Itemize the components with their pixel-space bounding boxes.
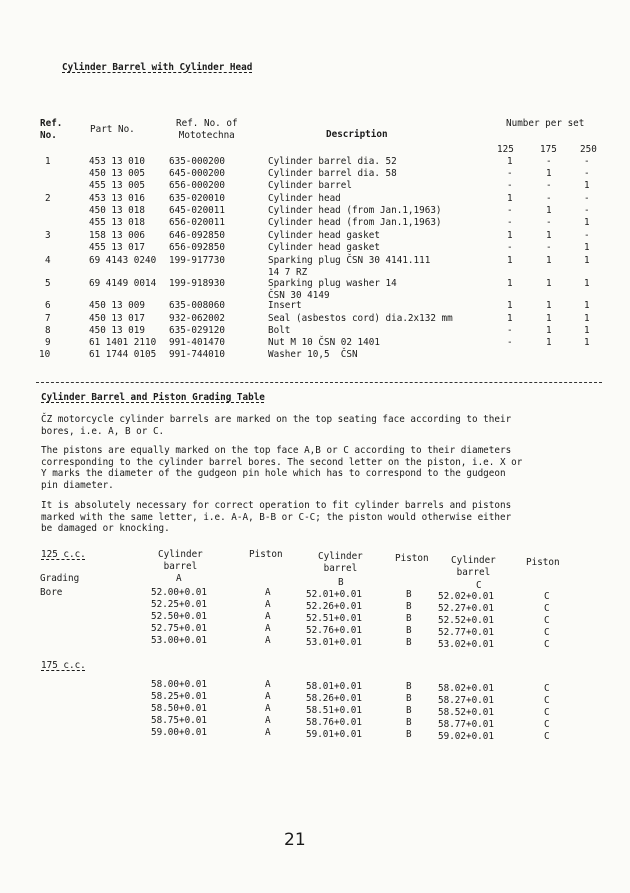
piston-a: A	[265, 715, 271, 726]
qty-125: -	[507, 168, 513, 179]
header-125: 125	[497, 144, 514, 155]
piston-c: C	[544, 707, 550, 718]
ref-number: 10	[39, 349, 51, 360]
parts-row	[34, 180, 600, 192]
col-cylinder-b: Cylinder barrel	[318, 551, 363, 574]
qty-250: 1	[584, 255, 590, 266]
ref-number: 5	[45, 278, 51, 289]
qty-250: -	[584, 205, 590, 216]
ref-number: 8	[45, 325, 51, 336]
cylinder-c-value: 58.77+0.01	[438, 719, 494, 730]
piston-a: A	[265, 635, 271, 646]
parts-row	[34, 255, 600, 278]
cylinder-b-value: 58.26+0.01	[306, 693, 362, 704]
qty-125: 1	[507, 156, 513, 167]
piston-c: C	[544, 719, 550, 730]
cylinder-a-value: 52.75+0.01	[151, 623, 207, 634]
qty-175: -	[546, 180, 552, 191]
letter-a: A	[176, 573, 182, 584]
col-piston-a: Piston	[249, 549, 283, 560]
header-ref-mototechna: Ref. No. of Mototechna	[176, 118, 238, 141]
qty-250: 1	[584, 278, 590, 289]
cylinder-a-value: 52.50+0.01	[151, 611, 207, 622]
cylinder-b-value: 52.51+0.01	[306, 613, 362, 624]
col-cylinder-a: Cylinder barrel	[158, 549, 203, 572]
piston-c: C	[544, 695, 550, 706]
description: Sparking plug ČSN 30 4141.111 14 7 RZ	[268, 255, 431, 278]
header-ref: Ref. No.	[40, 118, 63, 141]
cylinder-c-value: 58.02+0.01	[438, 683, 494, 694]
part-number: 450 13 005	[89, 168, 145, 179]
piston-c: C	[544, 683, 550, 694]
piston-b: B	[406, 637, 412, 648]
piston-a: A	[265, 679, 271, 690]
mototechna-number: 635-029120	[169, 325, 225, 336]
qty-175: 1	[546, 205, 552, 216]
part-number: 450 13 019	[89, 325, 145, 336]
grading-125-title: 125 c.c.	[41, 549, 86, 560]
part-number: 455 13 018	[89, 217, 145, 228]
mototechna-number: 991-744010	[169, 349, 225, 360]
part-number: 450 13 009	[89, 300, 145, 311]
qty-175: 1	[546, 313, 552, 324]
piston-a: A	[265, 611, 271, 622]
header-175: 175	[540, 144, 557, 155]
qty-125: 1	[507, 300, 513, 311]
mototechna-number: 991-401470	[169, 337, 225, 348]
qty-125: -	[507, 217, 513, 228]
description: Cylinder head gasket	[268, 242, 380, 253]
description: Seal (asbestos cord) dia.2x132 mm	[268, 313, 453, 324]
parts-row	[34, 156, 600, 168]
mototechna-number: 635-020010	[169, 193, 225, 204]
header-number-per-set: Number per set	[506, 118, 585, 129]
qty-175: 1	[546, 230, 552, 241]
piston-a: A	[265, 623, 271, 634]
qty-125: 1	[507, 193, 513, 204]
cylinder-b-value: 59.01+0.01	[306, 729, 362, 740]
mototechna-number: 645-020011	[169, 205, 225, 216]
piston-a: A	[265, 691, 271, 702]
letter-c: C	[476, 580, 482, 591]
cylinder-a-value: 59.00+0.01	[151, 727, 207, 738]
ref-number: 6	[45, 300, 51, 311]
paragraph-fitting-note: It is absolutely necessary for correct operation to fit cylinder barrels and pistons marked with the same letter, i.e. A-A, B-B or C-C; the piston would otherwise either be damaged or knocking.	[41, 500, 512, 534]
bore-label: Bore	[40, 587, 63, 598]
description: Washer 10,5 ČSN	[268, 349, 358, 360]
qty-125: 1	[507, 313, 513, 324]
qty-175: -	[546, 193, 552, 204]
qty-175: -	[546, 156, 552, 167]
piston-b: B	[406, 613, 412, 624]
piston-a: A	[265, 599, 271, 610]
part-number: 69 4143 0240	[89, 255, 157, 266]
parts-row	[34, 349, 600, 361]
ref-number: 1	[45, 156, 51, 167]
mototechna-number: 645-000200	[169, 168, 225, 179]
piston-c: C	[544, 639, 550, 650]
cylinder-a-value: 58.25+0.01	[151, 691, 207, 702]
mototechna-number: 646-092850	[169, 230, 225, 241]
mototechna-number: 635-000200	[169, 156, 225, 167]
cylinder-c-value: 53.02+0.01	[438, 639, 494, 650]
description: Nut M 10 ČSN 02 1401	[268, 337, 380, 348]
section-title-cylinder-barrel: Cylinder Barrel with Cylinder Head	[62, 62, 253, 73]
parts-row	[34, 217, 600, 229]
qty-175: 1	[546, 337, 552, 348]
qty-250: 1	[584, 242, 590, 253]
letter-b: B	[338, 577, 344, 588]
mototechna-number: 932-062002	[169, 313, 225, 324]
piston-c: C	[544, 603, 550, 614]
parts-row	[34, 313, 600, 325]
description: Insert	[268, 300, 302, 311]
qty-250: -	[584, 230, 590, 241]
part-number: 69 4149 0014	[89, 278, 157, 289]
qty-125: -	[507, 337, 513, 348]
header-part-no: Part No.	[90, 124, 135, 135]
mototechna-number: 199-918930	[169, 278, 225, 289]
mototechna-number: 656-092850	[169, 242, 225, 253]
cylinder-c-value: 52.27+0.01	[438, 603, 494, 614]
cylinder-c-value: 52.02+0.01	[438, 591, 494, 602]
piston-b: B	[406, 693, 412, 704]
cylinder-b-value: 52.76+0.01	[306, 625, 362, 636]
cylinder-b-value: 58.01+0.01	[306, 681, 362, 692]
ref-number: 7	[45, 313, 51, 324]
qty-250: 1	[584, 217, 590, 228]
grading-175-title: 175 c.c.	[41, 660, 86, 671]
ref-number: 9	[45, 337, 51, 348]
ref-number: 3	[45, 230, 51, 241]
piston-a: A	[265, 727, 271, 738]
parts-row	[34, 337, 600, 349]
mototechna-number: 199-917730	[169, 255, 225, 266]
header-250: 250	[580, 144, 597, 155]
qty-125: -	[507, 180, 513, 191]
parts-row	[34, 168, 600, 180]
piston-c: C	[544, 591, 550, 602]
qty-250: 1	[584, 300, 590, 311]
part-number: 450 13 017	[89, 313, 145, 324]
header-description: Description	[326, 129, 388, 140]
piston-b: B	[406, 625, 412, 636]
qty-175: 1	[546, 168, 552, 179]
piston-b: B	[406, 601, 412, 612]
col-piston-b: Piston	[395, 553, 429, 564]
description: Cylinder barrel dia. 58	[268, 168, 397, 179]
qty-250: 1	[584, 325, 590, 336]
part-number: 455 13 017	[89, 242, 145, 253]
piston-b: B	[406, 681, 412, 692]
qty-250: -	[584, 156, 590, 167]
qty-125: 1	[507, 230, 513, 241]
description: Cylinder head (from Jan.1,1963)	[268, 205, 442, 216]
cylinder-a-value: 53.00+0.01	[151, 635, 207, 646]
part-number: 453 13 016	[89, 193, 145, 204]
section-title-grading-table: Cylinder Barrel and Piston Grading Table	[41, 392, 265, 403]
description: Sparking plug washer 14 ČSN 30 4149	[268, 278, 397, 301]
qty-175: -	[546, 217, 552, 228]
qty-125: 1	[507, 278, 513, 289]
mototechna-number: 656-020011	[169, 217, 225, 228]
qty-175: 1	[546, 325, 552, 336]
ref-number: 2	[45, 193, 51, 204]
qty-125: 1	[507, 255, 513, 266]
parts-row	[34, 300, 600, 312]
piston-b: B	[406, 729, 412, 740]
piston-a: A	[265, 587, 271, 598]
section-divider	[36, 382, 602, 383]
cylinder-c-value: 59.02+0.01	[438, 731, 494, 742]
mototechna-number: 635-008060	[169, 300, 225, 311]
cylinder-a-value: 58.75+0.01	[151, 715, 207, 726]
page-number: 21	[284, 830, 306, 850]
ref-number: 4	[45, 255, 51, 266]
parts-row	[34, 230, 600, 242]
cylinder-b-value: 52.01+0.01	[306, 589, 362, 600]
parts-row	[34, 325, 600, 337]
cylinder-c-value: 52.52+0.01	[438, 615, 494, 626]
grading-label: Grading	[40, 573, 80, 584]
part-number: 453 13 010	[89, 156, 145, 167]
paragraph-piston-marking: The pistons are equally marked on the top face A,B or C according to their diameters corresponding to the cylinder barrel bores. The second letter on the piston, i.e. X or Y marks the diameter of the gudgeon pin hole which has to correspond to the gudgeon pin diameter.	[41, 445, 523, 491]
part-number: 158 13 006	[89, 230, 145, 241]
description: Cylinder head gasket	[268, 230, 380, 241]
parts-row	[34, 242, 600, 254]
qty-125: -	[507, 242, 513, 253]
cylinder-b-value: 58.76+0.01	[306, 717, 362, 728]
piston-c: C	[544, 731, 550, 742]
description: Cylinder head (from Jan.1,1963)	[268, 217, 442, 228]
piston-b: B	[406, 717, 412, 728]
piston-c: C	[544, 615, 550, 626]
cylinder-b-value: 52.26+0.01	[306, 601, 362, 612]
description: Cylinder barrel dia. 52	[268, 156, 397, 167]
cylinder-b-value: 53.01+0.01	[306, 637, 362, 648]
parts-row	[34, 278, 600, 301]
cylinder-c-value: 58.52+0.01	[438, 707, 494, 718]
part-number: 455 13 005	[89, 180, 145, 191]
piston-b: B	[406, 705, 412, 716]
parts-row	[34, 205, 600, 217]
parts-row	[34, 193, 600, 205]
piston-b: B	[406, 589, 412, 600]
cylinder-c-value: 52.77+0.01	[438, 627, 494, 638]
qty-125: -	[507, 325, 513, 336]
qty-250: -	[584, 193, 590, 204]
mototechna-number: 656-000200	[169, 180, 225, 191]
qty-175: 1	[546, 300, 552, 311]
qty-250: -	[584, 168, 590, 179]
part-number: 61 1744 0105	[89, 349, 157, 360]
qty-250: 1	[584, 337, 590, 348]
qty-250: 1	[584, 180, 590, 191]
qty-250: 1	[584, 313, 590, 324]
cylinder-a-value: 52.00+0.01	[151, 587, 207, 598]
part-number: 450 13 018	[89, 205, 145, 216]
cylinder-a-value: 58.50+0.01	[151, 703, 207, 714]
description: Bolt	[268, 325, 291, 336]
cylinder-a-value: 52.25+0.01	[151, 599, 207, 610]
part-number: 61 1401 2110	[89, 337, 157, 348]
qty-175: 1	[546, 255, 552, 266]
description: Cylinder head	[268, 193, 341, 204]
piston-a: A	[265, 703, 271, 714]
cylinder-b-value: 58.51+0.01	[306, 705, 362, 716]
col-piston-c: Piston	[526, 557, 560, 568]
cylinder-a-value: 58.00+0.01	[151, 679, 207, 690]
qty-175: 1	[546, 278, 552, 289]
paragraph-barrel-marking: ČZ motorcycle cylinder barrels are marked on the top seating face according to their bores, i.e. A, B or C.	[41, 414, 512, 437]
description: Cylinder barrel	[268, 180, 352, 191]
cylinder-c-value: 58.27+0.01	[438, 695, 494, 706]
qty-175: -	[546, 242, 552, 253]
col-cylinder-c: Cylinder barrel	[451, 555, 496, 578]
piston-c: C	[544, 627, 550, 638]
qty-125: -	[507, 205, 513, 216]
